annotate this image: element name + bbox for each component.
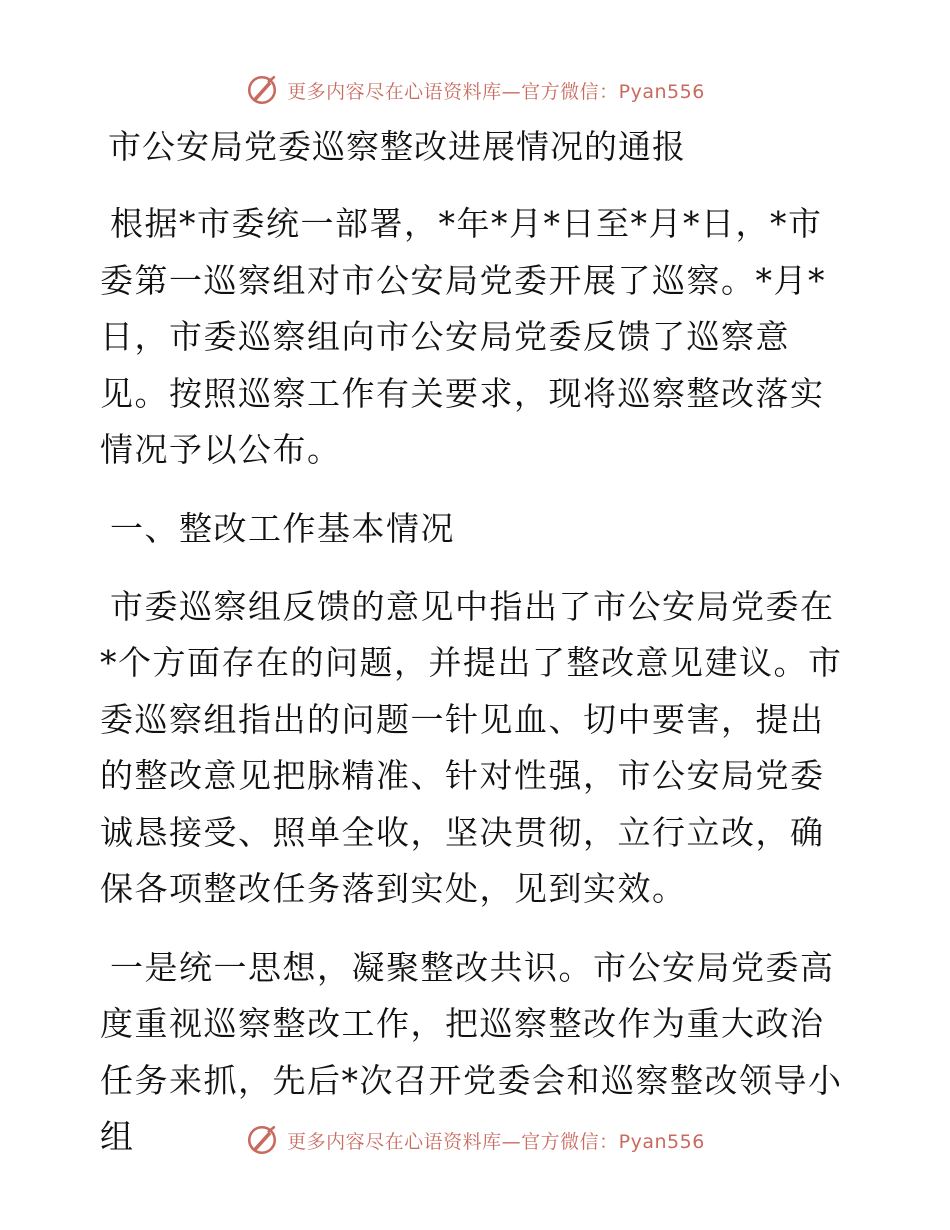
document-body — [100, 122, 850, 1166]
paragraph-overview: 市委巡察组反馈的意见中指出了市公安局党委在*个方面存在的问题，并提出了整改意见建议。市委巡察组指出的问题一针见血、切中要害，提出的整改意见把脉精准、针对性强，市公安局党委诚恳接受、照单全收，坚决贯彻，立行立改，确保各项整改任务落到实处，见到实效。 — [100, 586, 843, 908]
header-watermark — [0, 70, 950, 110]
document-title: 市公安局党委巡察整改进展情况的通报 — [108, 127, 686, 166]
watermark-text: 更多内容尽在心语资料库—官方微信：Pyan556 — [287, 80, 705, 103]
paragraph-unify-thinking: 一是统一思想，凝聚整改共识。市公安局党委高度重视巡察整改工作，把巡察整改作为重大政治任务来抓，先后*次召开党委会和巡察整改领导小组 — [100, 947, 843, 1156]
section-heading: 一、整改工作基本情况 — [110, 508, 455, 548]
footer-watermark — [0, 1120, 950, 1160]
quill-pen-icon — [245, 1123, 279, 1157]
watermark-text: 更多内容尽在心语资料库—官方微信：Pyan556 — [287, 1130, 705, 1153]
paragraph-intro: 根据*市委统一部署，*年*月*日至*月*日，*市委第一巡察组对市公安局党委开展了巡察。*月*日，市委巡察组向市公安局党委反馈了巡察意见。按照巡察工作有关要求，现将巡察整改落实情况予以公布。 — [100, 204, 826, 469]
quill-pen-icon — [245, 73, 279, 107]
